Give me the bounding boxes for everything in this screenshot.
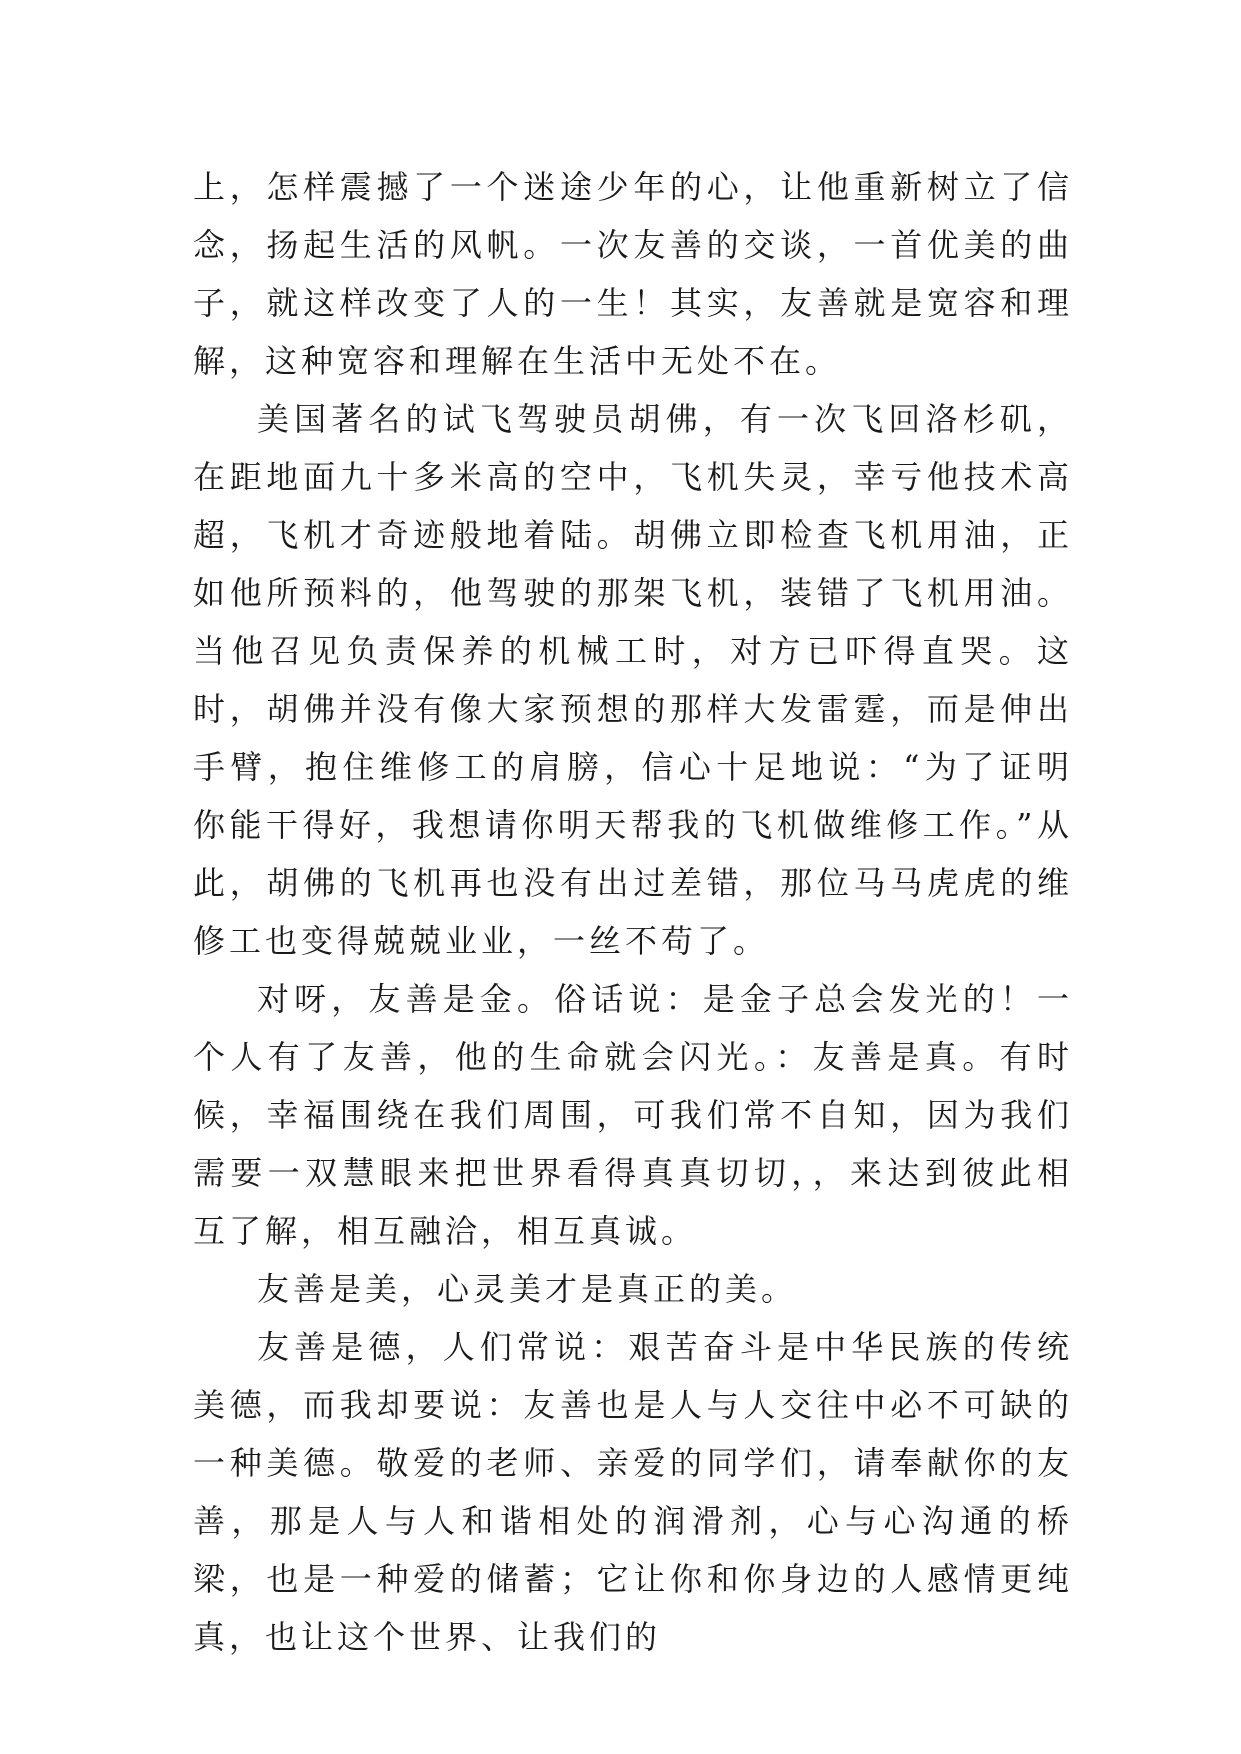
- paragraph-1: 上，怎样震撼了一个迷途少年的心，让他重新树立了信念，扬起生活的风帆。一次友善的交谈，一首优美的曲子，就这样改变了人的一生！其实，友善就是宽容和理解，这种宽容和理解在生活中无处不在。: [193, 168, 1073, 380]
- paragraph-3: 对呀，友善是金。俗话说：是金子总会发光的！一个人有了友善，他的生命就会闪光。：友善是真。有时候，幸福围绕在我们周围，可我们常不自知，因为我们需要一双慧眼来把世界看得真真切切，，来达到彼此相互了解，相互融洽，相互真诚。: [193, 980, 1073, 1250]
- paragraph-2: 美国著名的试飞驾驶员胡佛，有一次飞回洛杉矶，在距地面九十多米高的空中，飞机失灵，幸亏他技术高超，飞机才奇迹般地着陆。胡佛立即检查飞机用油，正如他所预料的，他驾驶的那架飞机，装错了飞机用油。当他召见负责保养的机械工时，对方已吓得直哭。这时，胡佛并没有像大家预想的那样大发雷霆，而是伸出手臂，抱住维修工的肩膀，信心十足地说：“为了证明你能干得好，我想请你明天帮我的飞机做维修工作。”从此，胡佛的飞机再也没有出过差错，那位马马虎虎的维修工也变得兢兢业业，一丝不苟了。: [193, 400, 1073, 960]
- paragraph-4: 友善是美，心灵美才是真正的美。: [257, 1270, 798, 1308]
- paragraph-5: 友善是德，人们常说：艰苦奋斗是中华民族的传统美德，而我却要说：友善也是人与人交往中必不可缺的一种美德。敬爱的老师、亲爱的同学们，请奉献你的友善，那是人与人和谐相处的润滑剂，心与心沟通的桥梁，也是一种爱的储蓄；它让你和你身边的人感情更纯真，也让这个世界、让我们的: [193, 1328, 1073, 1656]
- document-body: [193, 158, 1073, 1666]
